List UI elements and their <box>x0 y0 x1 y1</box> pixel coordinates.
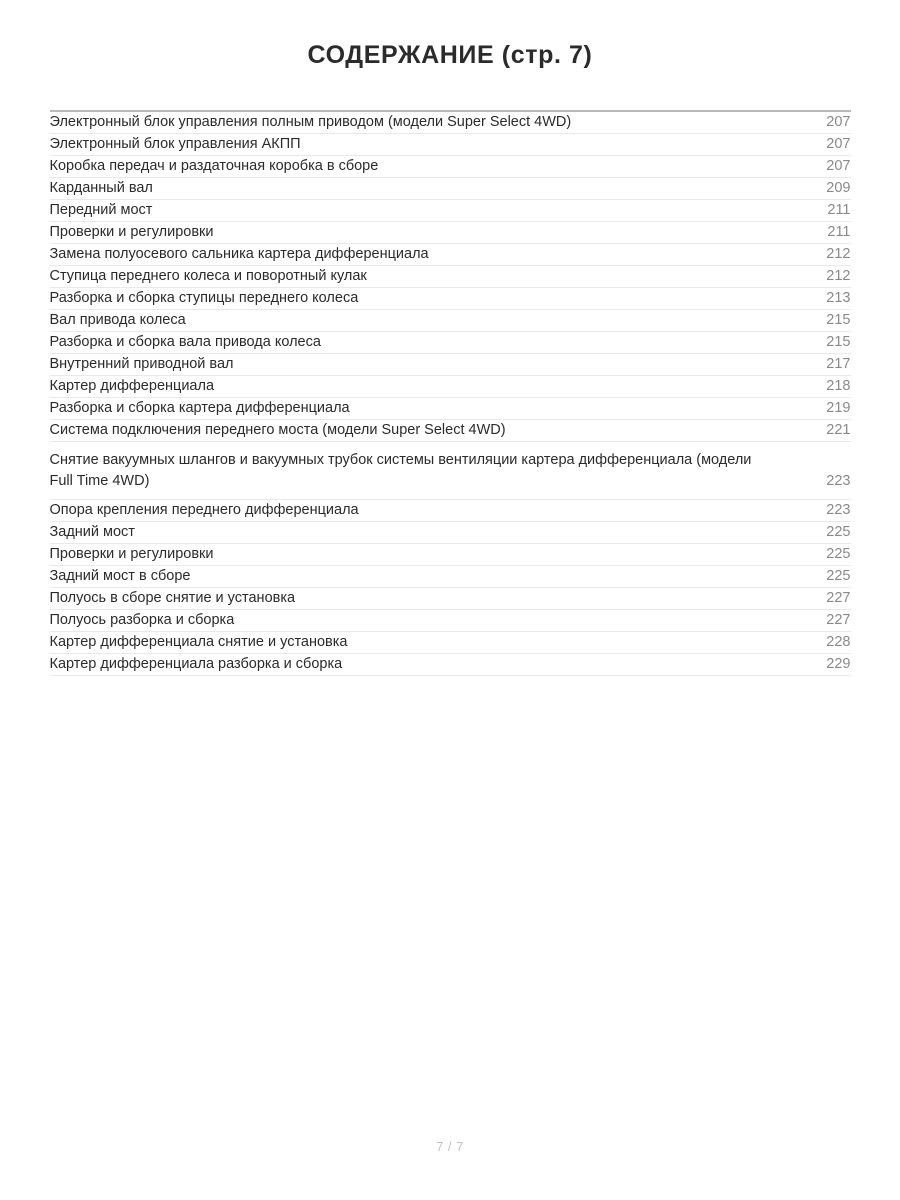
toc-entry-title[interactable]: Картер дифференциала снятие и установка <box>49 634 348 650</box>
toc-entry-title[interactable]: Внутренний приводной вал <box>49 356 234 372</box>
toc-row[interactable] <box>50 266 851 288</box>
toc-entry-page-number: 219 <box>826 400 851 416</box>
toc-entry-title[interactable]: Система подключения переднего моста (модели Super Select 4WD) <box>49 422 506 438</box>
toc-entry-title[interactable]: Разборка и сборка вала привода колеса <box>49 334 321 350</box>
toc-entry-title[interactable]: Полуось в сборе снятие и установка <box>49 590 296 606</box>
toc-entry-page-number: 223 <box>826 473 851 489</box>
toc-entry-page-number: 229 <box>826 656 851 672</box>
toc-entry-title[interactable]: Вал привода колеса <box>49 312 186 328</box>
toc-entry-page-number: 218 <box>826 378 851 394</box>
toc-row[interactable] <box>50 288 851 310</box>
toc-entry-page-number: 213 <box>826 290 851 306</box>
toc-entry-title[interactable]: Разборка и сборка картера дифференциала <box>49 400 350 416</box>
toc-entry-title[interactable]: Снятие вакуумных шлангов и вакуумных трубок системы вентиляции картера дифференциала (модели Full Time 4WD) <box>49 452 752 489</box>
toc-entry-title[interactable]: Электронный блок управления АКПП <box>49 136 301 152</box>
toc-row[interactable] <box>50 310 851 332</box>
toc-entry-title[interactable]: Электронный блок управления полным приводом (модели Super Select 4WD) <box>49 114 572 130</box>
toc-entry-page-number: 225 <box>826 546 851 562</box>
toc-entry-page-number: 211 <box>827 202 851 218</box>
toc-row[interactable] <box>50 376 851 398</box>
toc-entry-title[interactable]: Передний мост <box>49 202 153 218</box>
toc-entry-page-number: 215 <box>826 334 851 350</box>
toc-entry-title[interactable]: Разборка и сборка ступицы переднего колеса <box>49 290 359 306</box>
toc-entry-title[interactable]: Замена полуосевого сальника картера дифференциала <box>49 246 429 262</box>
toc-entry-page-number: 211 <box>827 224 851 240</box>
toc-row[interactable] <box>50 566 851 588</box>
toc-row[interactable] <box>50 178 851 200</box>
toc-row[interactable] <box>50 420 851 442</box>
toc-row[interactable] <box>50 632 851 654</box>
toc-entry-page-number: 215 <box>826 312 851 328</box>
toc-entry-page-number: 217 <box>826 356 851 372</box>
toc-entry-page-number: 228 <box>826 634 851 650</box>
toc-entry-title[interactable]: Коробка передач и раздаточная коробка в сборе <box>49 158 379 174</box>
toc-row[interactable] <box>50 588 851 610</box>
toc-entry-title[interactable]: Ступица переднего колеса и поворотный кулак <box>49 268 367 284</box>
toc-entry-title[interactable]: Полуось разборка и сборка <box>49 612 235 628</box>
toc-entry-title[interactable]: Проверки и регулировки <box>49 224 214 240</box>
toc-body <box>50 112 851 676</box>
toc-row[interactable] <box>50 544 851 566</box>
page-title: СОДЕРЖАНИЕ (стр. 7) <box>307 41 593 69</box>
toc-entry-page-number: 209 <box>826 180 851 196</box>
toc-row[interactable] <box>50 500 851 522</box>
toc-row[interactable] <box>50 354 851 376</box>
toc-row[interactable] <box>50 654 851 676</box>
toc-entry-title[interactable]: Опора крепления переднего дифференциала <box>49 502 359 518</box>
toc-entry-title[interactable]: Задний мост в сборе <box>49 568 191 584</box>
toc-entry-page-number: 223 <box>826 502 851 518</box>
toc-row[interactable] <box>50 134 851 156</box>
table-of-contents <box>50 112 851 676</box>
toc-entry-title[interactable]: Картер дифференциала <box>49 378 215 394</box>
toc-entry-page-number: 212 <box>826 246 851 262</box>
toc-entry-page-number: 207 <box>826 136 851 152</box>
toc-entry-title[interactable]: Картер дифференциала разборка и сборка <box>49 656 343 672</box>
toc-entry-page-number: 225 <box>826 524 851 540</box>
toc-row[interactable] <box>50 156 851 178</box>
page-footer: 7 / 7 <box>436 1139 464 1154</box>
toc-entry-page-number: 227 <box>826 590 851 606</box>
toc-entry-page-number: 227 <box>826 612 851 628</box>
toc-entry-page-number: 225 <box>826 568 851 584</box>
toc-entry-page-number: 207 <box>826 158 851 174</box>
toc-row[interactable] <box>50 112 851 134</box>
toc-row[interactable] <box>50 222 851 244</box>
toc-row[interactable] <box>50 522 851 544</box>
toc-entry-page-number: 212 <box>826 268 851 284</box>
toc-row[interactable] <box>50 442 851 500</box>
toc-row[interactable] <box>50 398 851 420</box>
toc-entry-title[interactable]: Проверки и регулировки <box>49 546 214 562</box>
toc-row[interactable] <box>50 200 851 222</box>
toc-row[interactable] <box>50 332 851 354</box>
toc-entry-page-number: 207 <box>826 114 851 130</box>
toc-entry-page-number: 221 <box>826 422 851 438</box>
toc-entry-title[interactable]: Задний мост <box>49 524 135 540</box>
toc-row[interactable] <box>50 610 851 632</box>
toc-entry-title[interactable]: Карданный вал <box>49 180 153 196</box>
toc-row[interactable] <box>50 244 851 266</box>
